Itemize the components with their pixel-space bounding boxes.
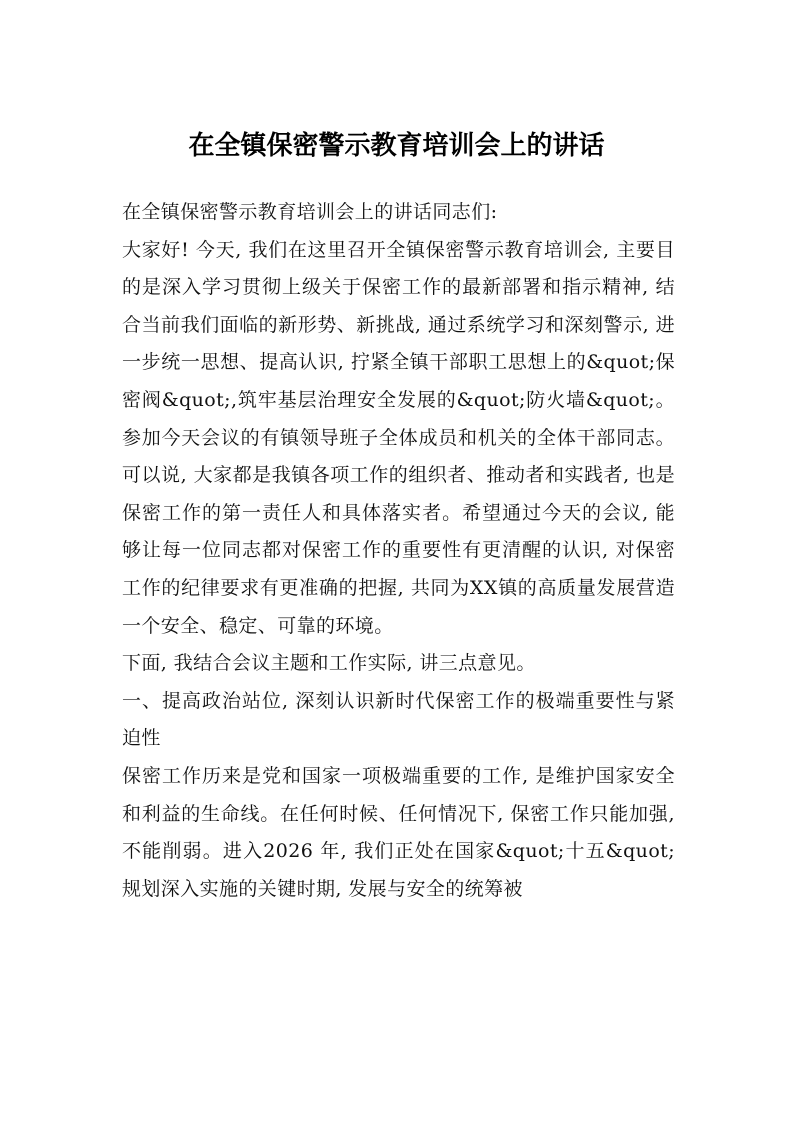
document-body — [122, 194, 675, 908]
paragraph-greeting: 在全镇保密警示教育培训会上的讲话同志们: — [122, 201, 498, 223]
section-heading-1: 一、提高政治站位, 深刻认识新时代保密工作的极端重要性与紧迫性 — [122, 689, 675, 750]
paragraph-outline: 下面, 我结合会议主题和工作实际, 讲三点意见。 — [122, 652, 536, 675]
paragraph-section-1: 保密工作历来是党和国家一项极端重要的工作, 是维护国家安全和利益的生命线。在任何时候、任何情况下, 保密工作只能加强, 不能削弱。进入2026 年, 我们正处在国家&quot;十五&quot;规划深入实施的关键时期, 发展与安全的统筹被 — [122, 764, 675, 900]
paragraph-opening: 大家好! 今天, 我们在这里召开全镇保密警示教育培训会, 主要目的是深入学习贯彻上级关于保密工作的最新部署和指示精神, 结合当前我们面临的新形势、新挑战, 通过系统学习和深刻警示, 进一步统一思想、提高认识, 拧紧全镇干部职工思想上的&quot;保密阀&quot;,筑牢基层治理安全发展的&quot;防火墙&quot;。参加今天会议的有镇领导班子全体成员和机关的全体干部同志。可以说, 大家都是我镇各项工作的组织者、推动者和实践者, 也是保密工作的第一责任人和具体落实者。希望通过今天的会议, 能够让每一位同志都对保密工作的重要性有更清醒的认识, 对保密工作的纪律要求有更准确的把握, 共同为XX镇的高质量发展营造一个安全、稳定、可靠的环境。 — [122, 238, 675, 637]
document-title: 在全镇保密警示教育培训会上的讲话 — [188, 131, 605, 161]
